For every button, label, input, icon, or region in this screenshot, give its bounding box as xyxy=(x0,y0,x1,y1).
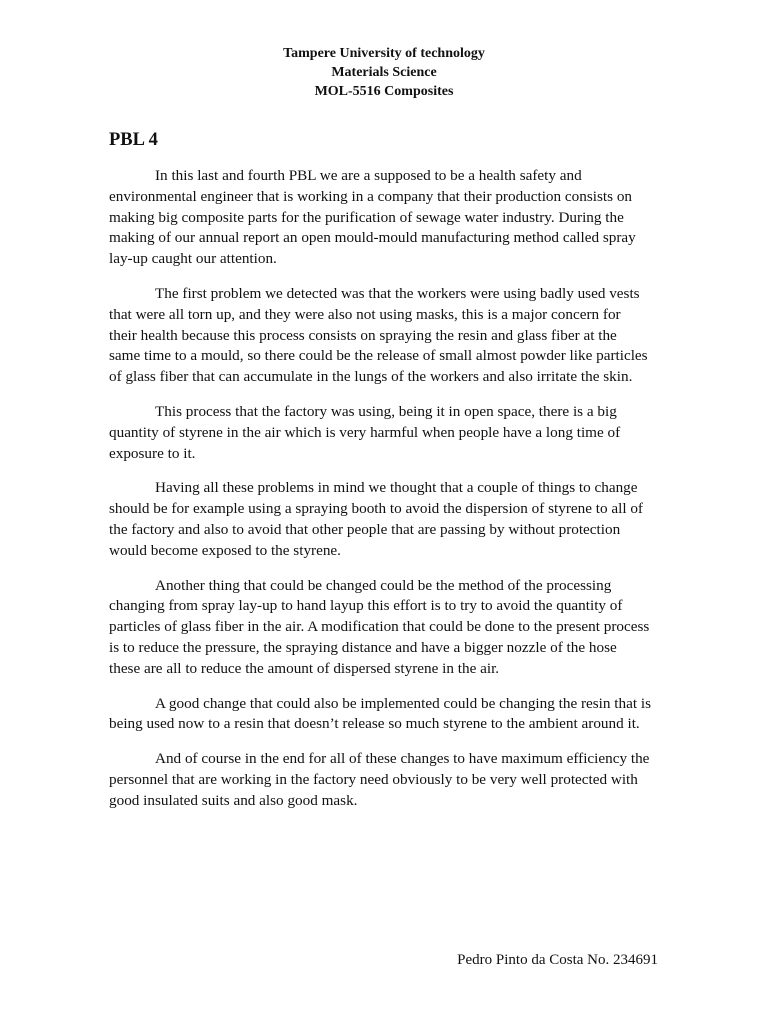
paragraph: Another thing that could be changed could be the method of the processing changing from spray lay-up to hand layup this effort is to try to avoid the quantity of particles of glass fiber in the air. A modification that could be done to the present process is to reduce the pressure, the spraying distance and have a bigger nozzle of the hose these are all to reduce the amount of dispersed styrene in the air. xyxy=(109,576,650,677)
department-name: Materials Science xyxy=(331,65,437,80)
document-title: PBL 4 xyxy=(109,130,158,150)
paragraph: The first problem we detected was that the workers were using badly used vests that were all torn up, and they were also not using masks, this is a major concern for their health because this process consists on spraying the resin and glass fiber at the same time to a mould, so there could be the release of small almost powder like particles of glass fiber that can accumulate in the lungs of the workers and also irritate the skin. xyxy=(109,284,648,386)
course-name: MOL-5516 Composites xyxy=(314,84,454,99)
paragraph: Having all these problems in mind we thought that a couple of things to change should be for example using a spraying booth to avoid the dispersion of styrene to all of the factory and also to avoid that other people that are passing by without protection would become exposed to the styrene. xyxy=(109,479,643,559)
document-body xyxy=(109,166,651,826)
document-header xyxy=(0,44,768,101)
paragraph: In this last and fourth PBL we are a supposed to be a health safety and environmental engineer that is working in a company that their production consists on making big composite parts for the purification of sewage water industry. During the making of our annual report an open mould-mould manufacturing method called spray lay-up caught our attention. xyxy=(109,167,636,268)
paragraph: This process that the factory was using, being it in open space, there is a big quantity of styrene in the air which is very harmful when people have a long time of exposure to it. xyxy=(109,402,621,462)
paragraph: And of course in the end for all of these changes to have maximum efficiency the personnel that are working in the factory need obviously to be very well protected with good insulated suits and also good mask. xyxy=(109,750,650,809)
author-signature: Pedro Pinto da Costa No. 234691 xyxy=(457,952,658,968)
university-name: Tampere University of technology xyxy=(283,46,485,61)
paragraph: A good change that could also be implemented could be changing the resin that is being used now to a resin that doesn’t release so much styrene to the ambient around it. xyxy=(109,694,651,733)
